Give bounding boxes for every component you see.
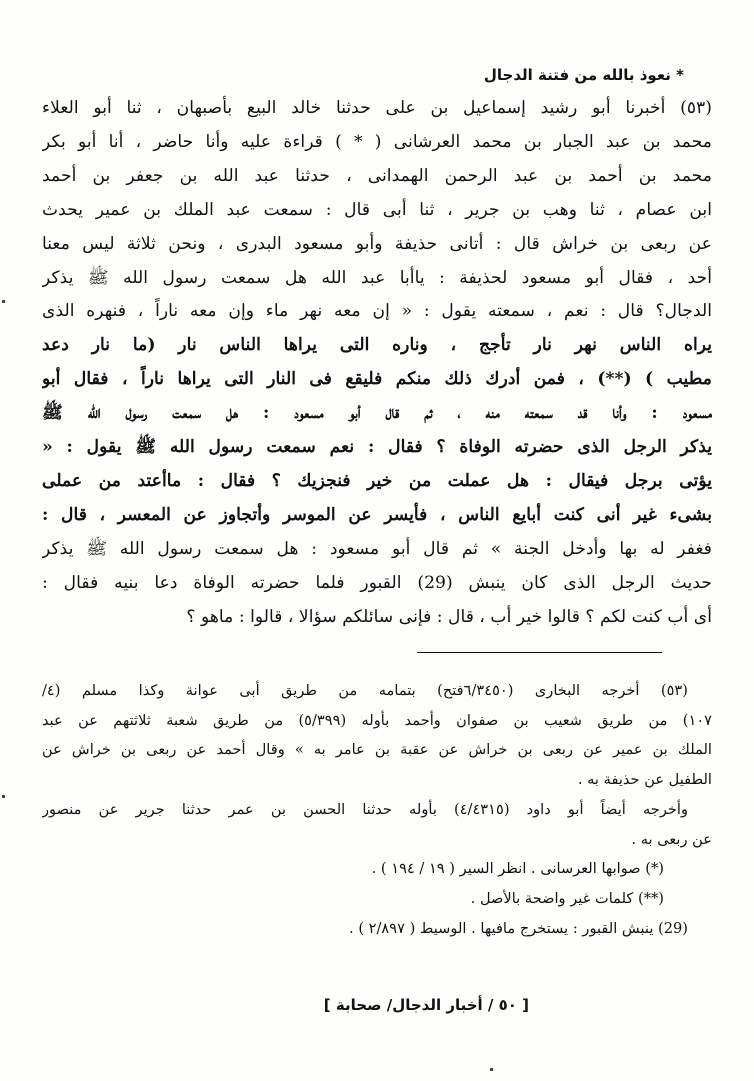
- text-line: حديث الرجل الذى كان ينبش (29) القبور فلما حضرته الوفاة دعا بنيه فقال :: [42, 572, 712, 593]
- footnote-line: (29) ينبش القبور : يستخرج مافيها . الوسيط ( ٢/٨٩٧ ) .: [349, 919, 688, 937]
- scan-speck: [2, 795, 5, 798]
- text-line: عن ربعى بن خراش قال : أتانى حذيفة وأبو مسعود البدرى ، ونحن ثلاثة ليس معنا: [42, 233, 712, 254]
- running-title: * نعوذ بالله من فتنة الدجال: [483, 66, 684, 84]
- footnote-line: الطفيل عن حذيفة به .: [577, 771, 712, 789]
- footnote-separator: [417, 652, 662, 653]
- page-footer: [ ٥٠ / أخبار الدجال/ صحابة ]: [323, 996, 529, 1014]
- text-line: فغفر له بها وأدخل الجنة » ثم قال أبو مسعود : هل سمعت رسول الله ﷺ يذكر: [42, 538, 712, 559]
- footnote-line: عن ربعى به .: [631, 830, 712, 848]
- text-line: محمد بن أحمد بن عبد الرحمن الهمدانى ، حدثنا عبد الله بن جعفر بن أحمد: [42, 165, 712, 186]
- footnote-line: (**) كلمات غير واضحة بالأصل .: [470, 889, 664, 907]
- footnote-line: (٥٣) أخرجه البخارى (٦/٣٤٥٠فتح) بتمامه من طريق أبى عوانة وكذا مسلم (٤/: [42, 682, 688, 699]
- footnote-line: ١٠٧) من طريق شعيب بن صفوان وأحمد بأوله (٥/٣٩٩) من طريق شعبة ثلاثتهم عن عبد: [42, 711, 712, 729]
- footnote-line: وأخرجه أيضاً أبو داود (٤/٤٣١٥) بأوله حدثنا الحسن بن عمر حدثنا جرير عن منصور: [42, 800, 688, 818]
- text-line: أحد ، فقال أبو مسعود لحذيفة : ياأبا عبد الله هل سمعت رسول الله ﷺ يذكر: [42, 267, 712, 288]
- text-line: محمد بن عبد الجبار بن محمد العرشانى ( * ) قراءة عليه وأنا حاضر ، أنا أبو بكر: [42, 131, 712, 152]
- footnote-line: (*) صوابها العرسانى . انظر السير ( ١٩ / ١٩٤ ) .: [371, 860, 664, 878]
- footnote-line: الملك بن عمير عن ربعى بن خراش عن عقبة بن عامر به » وقال أحمد عن ربعى بن خراش عن: [42, 741, 712, 759]
- text-line: مطيب ) (**) ، فمن أدرك ذلك منكم فليقع فى النار التى يراها ناراً ، فقال أبو: [42, 369, 712, 390]
- text-line: مسعود : وأنا قد سمعته منه ، ثم قال أبو مسعود : هل سمعت رسول الله ﷺ: [42, 403, 712, 424]
- text-line: الدجال؟ قال : نعم ، سمعته يقول : « إن معه نهر ماء وإن معه ناراً ، فنهره الذى: [42, 301, 712, 322]
- text-line: بشىء غير أنى كنت أبايع الناس ، فأيسر عن الموسر وأتجاوز عن المعسر ، قال :: [42, 504, 712, 525]
- text-line: (٥٣) أخبرنا أبو رشيد إسماعيل بن على حدثنا خالد البيع بأصبهان ، ثنا أبو العلاء: [42, 98, 712, 118]
- text-line: يؤتى برجل فيقال : هل عملت من خير فنجزيك ؟ فقال : ماأعتد من عملى: [42, 470, 712, 491]
- hadith-body: [42, 92, 712, 635]
- footnotes: [42, 676, 712, 943]
- scan-speck: [490, 1068, 493, 1071]
- text-line: أى أب كنت لكم ؟ قالوا خير أب ، قال : فإنى سائلكم سؤالا ، قالوا : ماهو ؟: [186, 606, 712, 627]
- text-line: يراه الناس نهر نار تأجج ، وناره التى يراها الناس نار (ما نار دعد: [42, 335, 712, 356]
- scan-speck: [2, 300, 5, 303]
- text-line: ابن عصام ، ثنا وهب بن جرير ، ثنا أبى قال : سمعت عبد الملك بن عمير يحدث: [42, 199, 712, 220]
- text-line: يذكر الرجل الذى حضرته الوفاة ؟ فقال : نعم سمعت رسول الله ﷺ يقول : «: [42, 437, 712, 458]
